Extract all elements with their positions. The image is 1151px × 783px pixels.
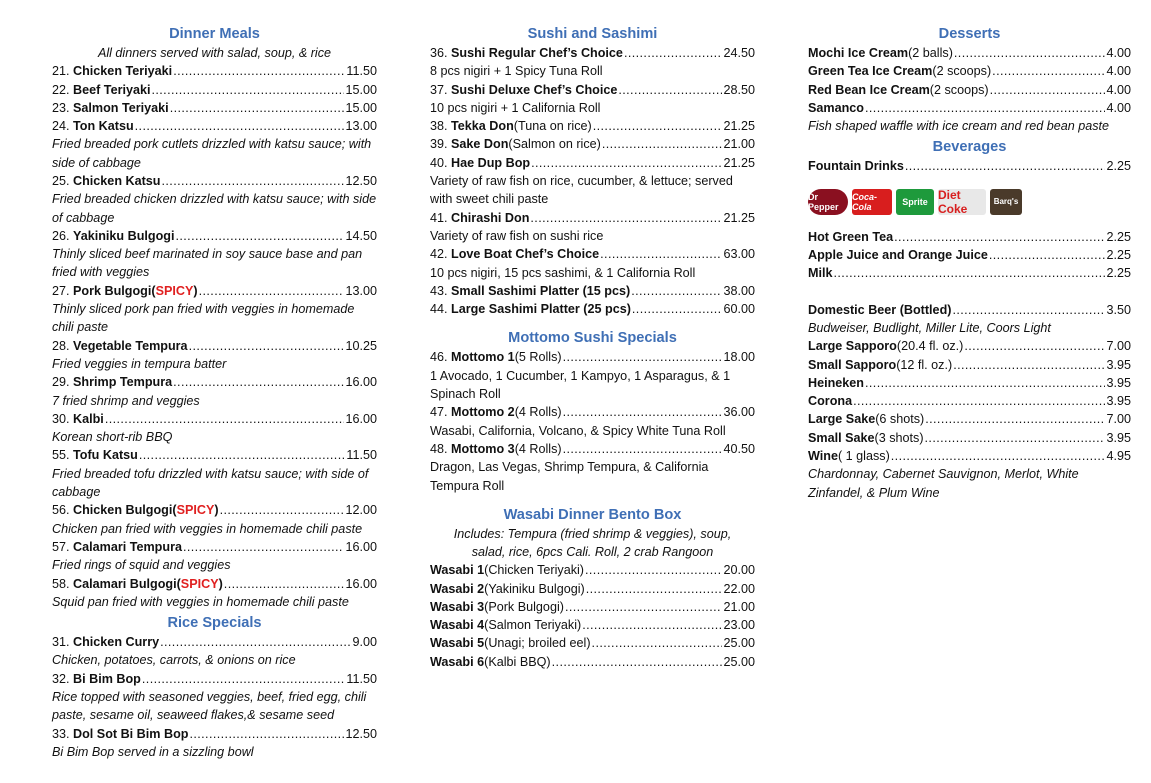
item-number: 23. (52, 100, 70, 115)
item-description: Chicken, potatoes, carrots, & onions on rice (52, 653, 296, 668)
item-price: 12.50 (345, 726, 377, 741)
diet-coke-logo: Diet Coke (938, 189, 986, 215)
item-price: 12.50 (345, 173, 377, 188)
item-description: Thinly sliced beef marinated in soy sauce base and pan fried with veggies (52, 247, 363, 280)
item-price: 15.00 (345, 82, 377, 97)
item-detail: (6 shots) (875, 412, 925, 427)
section-title-rice: Rice Specials (167, 615, 262, 632)
menu-item-row (808, 337, 1131, 355)
section-title-beverages: Beverages (932, 139, 1007, 156)
item-name: Mottomo 1 (451, 350, 515, 365)
item-name: Heineken (808, 375, 864, 390)
item-price: 3.95 (1106, 357, 1131, 372)
menu-item-row (430, 117, 755, 135)
item-price: 3.95 (1106, 430, 1131, 445)
spicy-tag: SPICY (180, 576, 219, 591)
menu-item-row (52, 282, 377, 300)
menu-item-row (430, 634, 755, 652)
menu-item-row (808, 356, 1131, 374)
item-price: 16.00 (345, 375, 377, 390)
item-number: 33. (52, 726, 70, 741)
item-number: 21. (52, 64, 70, 79)
item-description: 1 Avocado, 1 Cucumber, 1 Kampyo, 1 Asparagus, & 1 Spinach Roll (430, 368, 731, 402)
item-detail: (4 Rolls) (514, 441, 562, 456)
item-name: Vegetable Tempura (73, 338, 188, 353)
item-description: Fried breaded chicken drizzled with katsu sauce; with side of cabbage (52, 192, 377, 225)
item-name: Large Sapporo (808, 339, 897, 354)
item-number: 43. (430, 283, 448, 298)
menu-item-row (52, 227, 377, 245)
item-detail: (2 balls) (908, 46, 953, 60)
item-name: Apple Juice and Orange Juice (808, 248, 988, 263)
menu-item-row (52, 446, 377, 464)
item-price: 2.25 (1106, 266, 1131, 281)
item-name: Dol Sot Bi Bim Bop (73, 726, 189, 741)
desserts-list (808, 44, 1131, 135)
menu-item-row (430, 209, 755, 227)
item-price: 15.00 (345, 100, 377, 115)
menu-item-row (430, 245, 755, 263)
item-number: 28. (52, 338, 70, 353)
item-detail: (3 shots) (874, 430, 924, 445)
alcohol-list (808, 337, 1131, 502)
item-name: Wasabi 1 (430, 563, 485, 578)
item-name: Milk (808, 266, 833, 281)
item-name: Pork Bulgogi (73, 283, 152, 298)
menu-item-row (808, 447, 1131, 465)
item-price: 3.50 (1106, 302, 1131, 317)
item-name: Wasabi 2 (430, 581, 485, 596)
item-name: Bi Bim Bop (73, 671, 141, 686)
item-price: 3.95 (1106, 394, 1131, 409)
item-name: Large Sashimi Platter (25 pcs) (451, 302, 631, 317)
item-detail: (Salmon on rice) (508, 137, 601, 152)
item-number: 41. (430, 210, 448, 225)
item-description: 10 pcs nigiri + 1 California Roll (430, 100, 601, 115)
menu-item-row (430, 348, 755, 366)
item-description: 8 pcs nigiri + 1 Spicy Tuna Roll (430, 64, 603, 79)
item-name: Hae Dup Bop (451, 155, 531, 170)
beer-brands: Budweiser, Budlight, Miller Lite, Coors Light (808, 320, 1051, 335)
rice-list (52, 633, 377, 761)
section-title-desserts: Desserts (938, 26, 1001, 42)
item-number: 22. (52, 82, 70, 97)
item-price: 28.50 (723, 82, 755, 97)
item-price: 16.00 (345, 539, 377, 554)
bento-list (430, 561, 755, 671)
item-detail: (Kalbi BBQ) (484, 654, 551, 669)
item-price: 13.00 (345, 119, 377, 134)
section-title-dinner: Dinner Meals (169, 26, 260, 42)
menu-item-row (430, 561, 755, 579)
item-number: 47. (430, 405, 448, 420)
menu-item-row (430, 81, 755, 99)
item-price: 13.00 (345, 283, 377, 298)
item-number: 55. (52, 448, 70, 463)
menu-item-row (430, 154, 755, 172)
item-name: Wasabi 4 (430, 618, 485, 633)
item-price: 63.00 (723, 247, 755, 262)
item-price: 2.25 (1106, 229, 1131, 244)
section-title-mottomo: Mottomo Sushi Specials (508, 330, 677, 347)
item-name: Chicken Teriyaki (73, 64, 173, 79)
menu-item-row (808, 81, 1131, 99)
item-description: Fish shaped waffle with ice cream and red bean paste (808, 119, 1110, 134)
menu-item-row (52, 373, 377, 391)
menu-item-row (808, 246, 1131, 264)
item-description: Chicken pan fried with veggies in homemade chili paste (52, 521, 363, 536)
menu-item-row (52, 99, 377, 117)
section-title-bento: Wasabi Dinner Bento Box (503, 506, 682, 523)
item-name: Yakiniku Bulgogi (73, 228, 175, 243)
item-price: 36.00 (723, 405, 755, 420)
menu-item-row (52, 575, 377, 593)
column-left (52, 22, 377, 761)
item-description: Fried rings of squid and veggies (52, 558, 231, 573)
menu-item-row (430, 403, 755, 421)
item-price: 22.00 (723, 581, 755, 596)
item-price: 9.00 (352, 635, 377, 650)
menu-item-row (52, 117, 377, 135)
menu-item-row (430, 44, 755, 62)
paren-close: ) (218, 576, 223, 591)
item-price: 12.00 (345, 503, 377, 518)
item-name: Small Sapporo (808, 357, 897, 372)
item-name: Wasabi 6 (430, 654, 485, 669)
item-description: 10 pcs nigiri, 15 pcs sashimi, & 1 California Roll (430, 265, 696, 280)
item-number: 39. (430, 137, 448, 152)
item-name: Fountain Drinks (808, 159, 904, 174)
fountain-drinks-row (808, 157, 1131, 175)
item-price: 18.00 (723, 350, 755, 365)
domestic-beer-row (808, 301, 1131, 319)
item-name: Chicken Curry (73, 635, 160, 650)
item-description: Bi Bim Bop served in a sizzling bowl (52, 744, 254, 759)
item-name: Shrimp Tempura (73, 375, 173, 390)
item-number: 44. (430, 302, 448, 317)
item-detail: (Unagi; broiled eel) (484, 636, 591, 651)
item-description: Rice topped with seasoned veggies, beef, fried egg, chili paste, sesame oil, seaweed flakes,& sesame seed (52, 690, 367, 723)
column-middle (430, 22, 755, 671)
item-detail: (12 fl. oz.) (896, 357, 953, 372)
menu-item-row (808, 429, 1131, 447)
menu-item-row (52, 337, 377, 355)
item-price: 21.25 (723, 210, 755, 225)
item-name: Salmon Teriyaki (73, 100, 169, 115)
item-description: Variety of raw fish on rice, cucumber, & lettuce; served with sweet chili paste (430, 174, 733, 207)
menu-item-row (430, 653, 755, 671)
item-price: 11.50 (346, 671, 377, 686)
item-description: Fried breaded pork cutlets drizzled with katsu sauce; with side of cabbage (52, 137, 372, 170)
item-name: Hot Green Tea (808, 229, 894, 244)
item-price: 2.25 (1106, 248, 1131, 263)
menu-item-row (808, 264, 1131, 282)
menu-item-row (52, 81, 377, 99)
item-price: 4.00 (1106, 64, 1131, 79)
item-name: Mottomo 2 (451, 405, 515, 420)
item-description: Dragon, Las Vegas, Shrimp Tempura, & California Tempura Roll (430, 460, 709, 493)
item-name: Wine (808, 449, 838, 464)
paren-close: ) (193, 283, 198, 298)
item-price: 4.95 (1106, 449, 1131, 464)
item-price: 21.25 (723, 119, 755, 134)
item-price: 2.25 (1106, 159, 1131, 174)
item-name: Samanco (808, 100, 864, 115)
item-description: Chardonnay, Cabernet Sauvignon, Merlot, White Zinfandel, & Plum Wine (808, 467, 1079, 500)
menu-item-row (808, 410, 1131, 428)
paren-close: ) (214, 503, 219, 518)
item-detail: (Tuna on rice) (513, 119, 592, 134)
item-price: 4.00 (1106, 100, 1131, 115)
mottomo-list (430, 348, 755, 494)
item-price: 21.00 (723, 599, 755, 614)
item-name: Chicken Bulgogi (73, 503, 173, 518)
item-name: Mottomo 3 (451, 441, 515, 456)
item-number: 26. (52, 228, 70, 243)
item-name: Sushi Regular Chef’s Choice (451, 46, 623, 60)
menu-item-row (430, 580, 755, 598)
dinner-list (52, 62, 377, 611)
item-name: Beef Teriyaki (73, 82, 151, 97)
item-description: Fried veggies in tempura batter (52, 356, 227, 371)
item-price: 3.95 (1106, 375, 1131, 390)
menu-item-row (52, 62, 377, 80)
menu-item-row (52, 538, 377, 556)
item-detail: (Salmon Teriyaki) (484, 618, 582, 633)
item-price: 20.00 (723, 563, 755, 578)
item-price: 23.00 (723, 618, 755, 633)
item-price: 16.00 (345, 576, 377, 591)
item-name: Tofu Katsu (73, 448, 138, 463)
menu-item-row (430, 616, 755, 634)
item-price: 24.50 (723, 46, 755, 60)
item-price: 11.50 (346, 448, 377, 463)
menu-item-row (808, 228, 1131, 246)
item-price: 7.00 (1106, 339, 1131, 354)
item-number: 48. (430, 441, 448, 456)
item-description: Thinly sliced pork pan fried with veggies in homemade chili paste (52, 302, 355, 335)
menu-item-row (430, 440, 755, 458)
item-detail: (Pork Bulgogi) (484, 599, 564, 614)
item-description: Korean short-rib BBQ (52, 430, 173, 445)
item-number: 46. (430, 350, 448, 365)
soda-logos (808, 188, 1131, 216)
paren-open: ( (172, 503, 177, 518)
column-right (808, 22, 1131, 502)
item-price: 11.50 (346, 64, 377, 79)
menu-item-row (808, 374, 1131, 392)
dr-pepper-logo: Dr Pepper (808, 189, 848, 215)
item-number: 29. (52, 375, 70, 390)
item-number: 38. (430, 119, 448, 134)
item-detail: (2 scoops) (932, 64, 992, 79)
item-price: 10.25 (345, 338, 377, 353)
item-detail: (4 Rolls) (514, 405, 562, 420)
item-name: Mochi Ice Cream (808, 46, 909, 60)
item-number: 36. (430, 46, 448, 60)
item-name: Kalbi (73, 411, 104, 426)
item-description: Wasabi, California, Volcano, & Spicy White Tuna Roll (430, 423, 726, 438)
spicy-tag: SPICY (155, 283, 194, 298)
sprite-logo: Sprite (896, 189, 934, 215)
item-number: 32. (52, 671, 70, 686)
menu-item-row (52, 725, 377, 743)
item-number: 57. (52, 539, 70, 554)
paren-open: ( (176, 576, 181, 591)
item-number: 24. (52, 119, 70, 134)
item-number: 31. (52, 635, 70, 650)
item-number: 25. (52, 173, 70, 188)
item-number: 40. (430, 155, 448, 170)
item-price: 21.25 (723, 155, 755, 170)
item-number: 30. (52, 411, 70, 426)
item-price: 38.00 (723, 283, 755, 298)
item-detail: (5 Rolls) (514, 350, 562, 365)
item-price: 25.00 (723, 636, 755, 651)
item-name: Red Bean Ice Cream (808, 82, 930, 97)
item-name: Chicken Katsu (73, 173, 161, 188)
item-description: Fried breaded tofu drizzled with katsu sauce; with side of cabbage (52, 466, 369, 500)
drinks-list (808, 228, 1131, 283)
item-detail: (Yakiniku Bulgogi) (484, 581, 585, 596)
item-detail: ( 1 glass) (837, 449, 890, 464)
item-number: 42. (430, 247, 448, 262)
item-name: Sushi Deluxe Chef’s Choice (451, 82, 618, 97)
item-description: Squid pan fried with veggies in homemade chili paste (52, 594, 349, 609)
item-price: 7.00 (1106, 412, 1131, 427)
item-name: Wasabi 3 (430, 599, 485, 614)
item-number: 56. (52, 503, 70, 518)
item-name: Calamari Bulgogi (73, 576, 177, 591)
item-price: 16.00 (345, 411, 377, 426)
menu-item-row (430, 598, 755, 616)
sushi-list (430, 44, 755, 318)
item-price: 25.00 (723, 654, 755, 669)
item-name: Corona (808, 394, 853, 409)
item-name: Small Sake (808, 430, 875, 445)
item-detail: (2 scoops) (929, 82, 989, 97)
item-price: 40.50 (723, 441, 755, 456)
item-price: 4.00 (1106, 46, 1131, 60)
menu-item-row (808, 99, 1131, 117)
item-name: Green Tea Ice Cream (808, 64, 933, 79)
item-price: 14.50 (345, 228, 377, 243)
menu-item-row (52, 172, 377, 190)
dinner-note: All dinners served with salad, soup, & rice (97, 46, 332, 60)
menu-item-row (52, 633, 377, 651)
item-price: 21.00 (723, 137, 755, 152)
coca-cola-logo: Coca-Cola (852, 189, 892, 215)
item-name: Sake Don (451, 137, 509, 152)
menu-item-row (52, 501, 377, 519)
bento-note: Includes: Tempura (fried shrimp & veggies), soup, salad, rice, 6pcs Cali. Roll, 2 crab Rangoon (453, 526, 732, 560)
menu-item-row (52, 670, 377, 688)
menu-item-row (430, 135, 755, 153)
item-number: 27. (52, 283, 70, 298)
item-detail: (Chicken Teriyaki) (484, 563, 584, 578)
item-description: 7 fried shrimp and veggies (52, 393, 200, 408)
item-name: Domestic Beer (Bottled) (808, 302, 952, 317)
item-number: 58. (52, 576, 70, 591)
menu-item-row (430, 282, 755, 300)
item-name: Wasabi 5 (430, 636, 485, 651)
spicy-tag: SPICY (176, 503, 215, 518)
item-number: 37. (430, 82, 448, 97)
item-price: 4.00 (1106, 82, 1131, 97)
barqs-logo: Barq's (990, 189, 1022, 215)
menu-item-row (430, 300, 755, 318)
item-name: Tekka Don (451, 119, 514, 134)
item-name: Love Boat Chef’s Choice (451, 247, 600, 262)
menu-item-row (52, 410, 377, 428)
item-description: Variety of raw fish on sushi rice (430, 228, 604, 243)
item-name: Small Sashimi Platter (15 pcs) (451, 283, 631, 298)
menu-item-row (808, 62, 1131, 80)
item-name: Calamari Tempura (73, 539, 182, 554)
section-title-sushi: Sushi and Sashimi (527, 26, 658, 42)
item-name: Ton Katsu (73, 119, 134, 134)
item-name: Large Sake (808, 412, 876, 427)
item-name: Chirashi Don (451, 210, 530, 225)
item-detail: (20.4 fl. oz.) (896, 339, 964, 354)
item-price: 60.00 (723, 302, 755, 317)
paren-open: ( (151, 283, 156, 298)
menu-item-row (808, 44, 1131, 62)
menu-item-row (808, 392, 1131, 410)
